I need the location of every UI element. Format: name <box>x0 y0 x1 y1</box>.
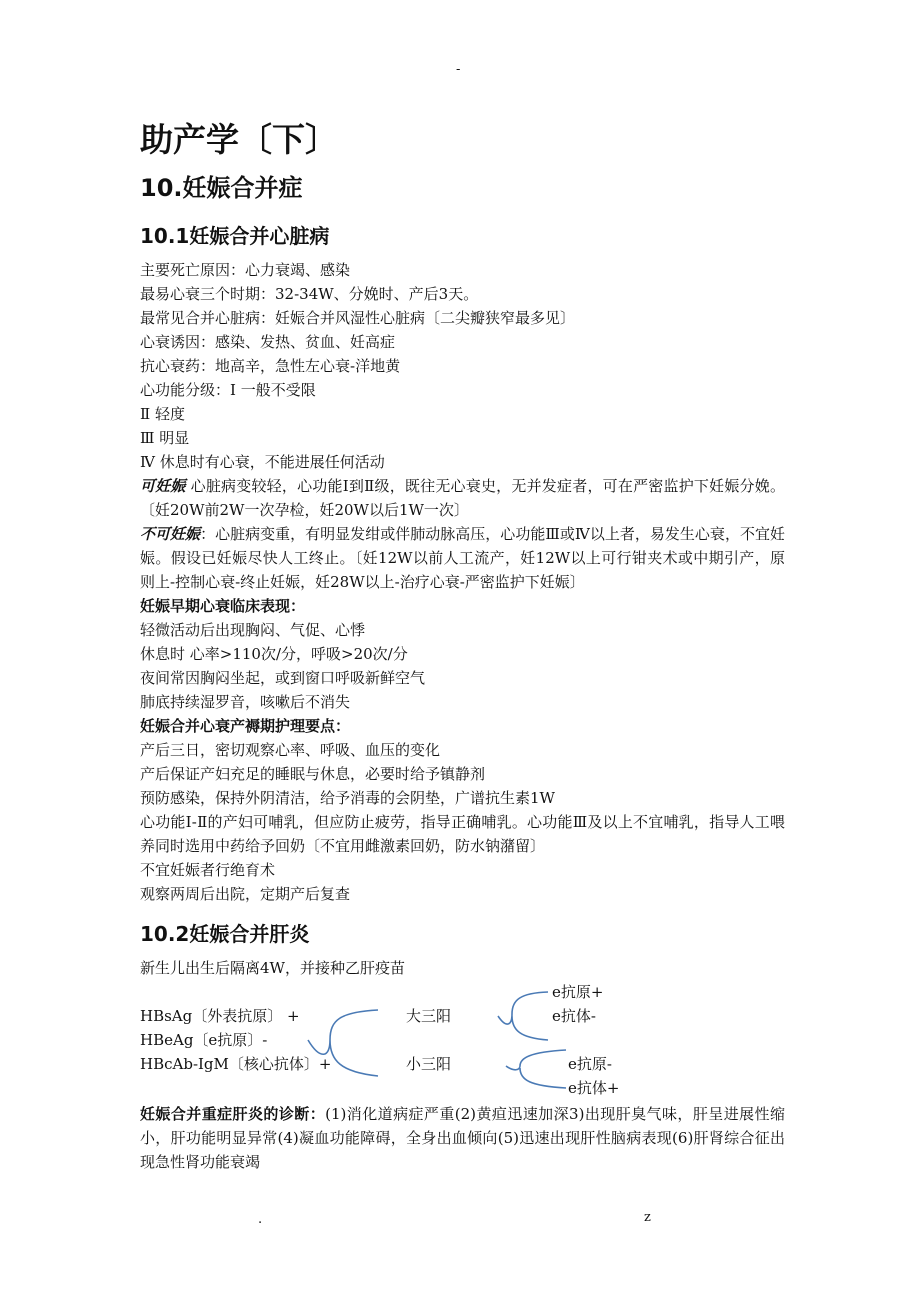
text-line: 轻微活动后出现胸闷、气促、心悸 <box>140 621 366 639</box>
subheading-postpartum-care: 妊娠合并心衰产褥期护理要点： <box>140 717 351 735</box>
small-item: e抗体+ <box>568 1079 620 1097</box>
can-pregnant-text: 心脏病变较轻，心功能Ⅰ到Ⅱ级，既往无心衰史，无并发症者，可在严密监护下妊娠分娩。〔妊20W前2W一次孕检，妊20W以后1W一次〕 <box>140 477 785 519</box>
marker-hbcab: HBcAb-IgM〔核心抗体〕+ <box>140 1055 332 1073</box>
bracket-big <box>498 992 548 1040</box>
text-line: Ⅱ 轻度 <box>140 405 185 423</box>
section-heading-hepatitis: 10.2妊娠合并肝炎 <box>140 922 310 946</box>
text-line: Ⅲ 明显 <box>140 429 190 447</box>
text-line: 观察两周后出院，定期产后复查 <box>140 885 351 903</box>
text-line: 最常见合并心脏病：妊娠合并风湿性心脏病〔二尖瓣狭窄最多见〕 <box>140 309 576 327</box>
label-big-three-positive: 大三阳 <box>406 1007 452 1025</box>
can-pregnant-label: 可妊娠 <box>140 477 186 495</box>
document-title: 助产学〔下〕 <box>140 120 338 159</box>
text-line: 抗心衰药：地高辛，急性左心衰-洋地黄 <box>140 357 401 375</box>
text-line: 产后三日，密切观察心率、呼吸、血压的变化 <box>140 741 441 759</box>
chapter-heading: 10.妊娠合并症 <box>140 174 303 202</box>
severe-hepatitis-label: 妊娠合并重症肝炎的诊断： <box>140 1105 326 1123</box>
severe-hepatitis-text: (1)消化道病症严重(2)黄疸迅速加深3)出现肝臭气味，肝呈进展性缩小，肝功能明显异常(4)凝血功能障碍，全身出血倾向(5)迅速出现肝性脑病表现(6)肝肾综合征出现急性肾功能衰竭 <box>140 1105 785 1171</box>
marker-hbeag: HBeAg〔e抗原〕- <box>140 1031 268 1049</box>
breastfeeding-paragraph: 心功能Ⅰ-Ⅱ的产妇可哺乳，但应防止疲劳，指导正确哺乳。心功能Ⅲ及以上不宜哺乳，指导人工喂养同时选用中药给予回奶〔不宜用雌激素回奶，防水钠潴留〕 <box>140 813 785 855</box>
text-line: 肺底持续湿罗音，咳嗽后不消失 <box>140 693 351 711</box>
marker-hbsag: HBsAg〔外表抗原〕 + <box>140 1007 300 1025</box>
text-line: 不宜妊娠者行绝育术 <box>140 861 276 879</box>
big-item: e抗体- <box>552 1007 596 1025</box>
big-item: e抗原+ <box>552 983 604 1001</box>
cannot-pregnant-label: 不可妊娠 <box>140 525 201 543</box>
text-line: 心功能分级：Ⅰ 一般不受限 <box>140 381 316 399</box>
subheading-early-signs: 妊娠早期心衰临床表现： <box>140 597 306 615</box>
cannot-pregnant-text: ：心脏病变重，有明显发绀或伴肺动脉高压，心功能Ⅲ或Ⅳ以上者，易发生心衰，不宜妊娠。假设已妊娠尽快人工终止。〔妊12W以前人工流产，妊12W以上可行钳夹术或中期引产，原则上-控制心衰-终止妊娠，妊28W以上-治疗心衰-严密监护下妊娠〕 <box>140 525 785 591</box>
footer-right-mark: z <box>644 1210 651 1225</box>
severe-hepatitis-paragraph <box>140 1102 785 1174</box>
text-line: Ⅳ 休息时有心衰，不能进展任何活动 <box>140 453 385 471</box>
text-line: 夜间常因胸闷坐起，或到窗口呼吸新鲜空气 <box>140 669 426 687</box>
text-line: 新生儿出生后隔离4W，并接种乙肝疫苗 <box>140 959 405 977</box>
text-line: 最易心衰三个时期：32-34W、分娩时、产后3天。 <box>140 285 479 303</box>
text-line: 产后保证产妇充足的睡眠与休息，必要时给予镇静剂 <box>140 765 486 783</box>
text-line: 休息时 心率>110次/分，呼吸>20次/分 <box>140 645 408 663</box>
section-heading-heart: 10.1妊娠合并心脏病 <box>140 224 330 248</box>
bracket-small <box>506 1050 566 1088</box>
footer-left-mark: . <box>258 1212 263 1227</box>
label-small-three-positive: 小三阳 <box>406 1055 452 1073</box>
header-mark: - <box>456 62 461 77</box>
text-line: 主要死亡原因：心力衰竭、感染 <box>140 261 351 279</box>
text-line: 心衰诱因：感染、发热、贫血、妊高症 <box>140 333 396 351</box>
small-item: e抗原- <box>568 1055 612 1073</box>
text-line: 预防感染，保持外阴清洁，给予消毒的会阴垫，广谱抗生素1W <box>140 789 555 807</box>
